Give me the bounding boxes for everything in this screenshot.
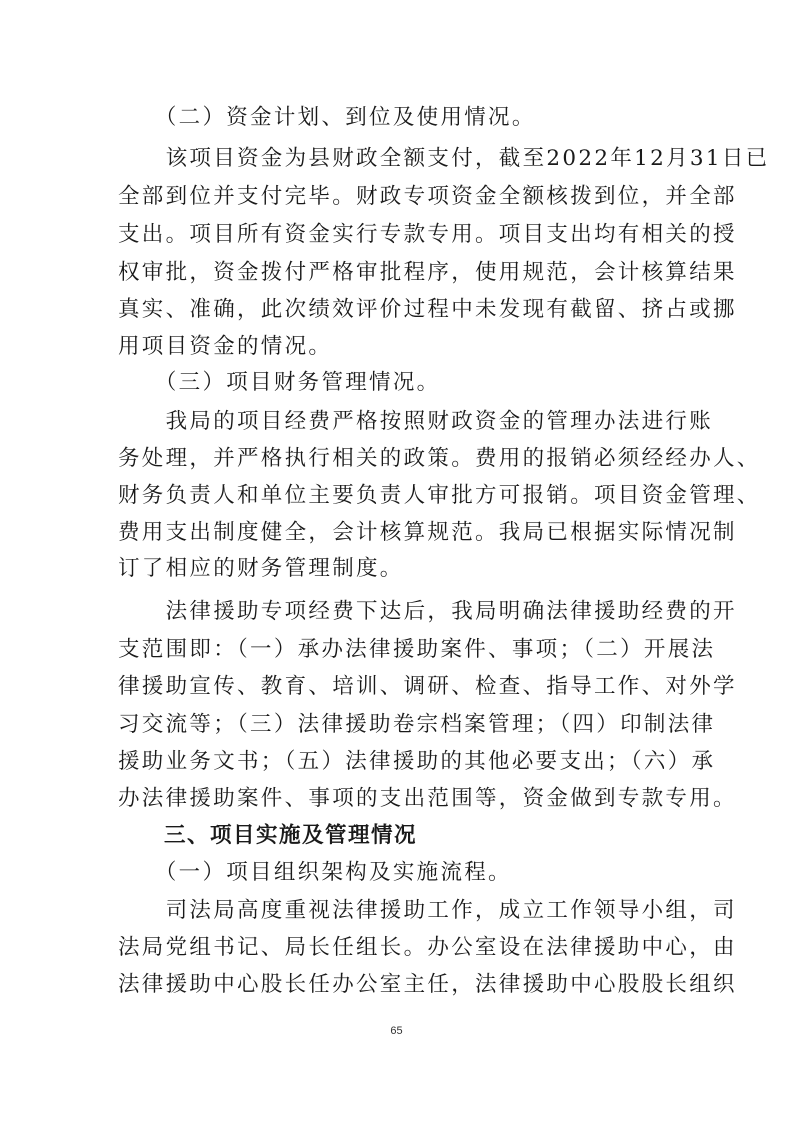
text-line: 支范围即：（一）承办法律援助案件、事项；（二）开展法 — [118, 637, 716, 662]
text-line: 法律援助专项经费下达后，我局明确法律援助经费的开 — [118, 599, 737, 624]
page-number: 65 — [390, 1025, 403, 1037]
text-line: 办法律援助案件、事项的支出范围等，资金做到专款专用。 — [118, 786, 737, 811]
text-line: 用项目资金的情况。 — [118, 334, 333, 359]
text-line: 我局的项目经费严格按照财政资金的管理办法进行账 — [118, 409, 714, 434]
text-line: 订了相应的财务管理制度。 — [118, 556, 404, 581]
text-line: （三）项目财务管理情况。 — [118, 370, 441, 395]
text-line: 援助业务文书；（五）法律援助的其他必要支出；（六）承 — [118, 749, 716, 774]
text-line: （二）资金计划、到位及使用情况。 — [118, 105, 536, 130]
text-line: 该项目资金为县财政全额支付，截至2022年12月31日已 — [118, 146, 770, 171]
text-line: 法律援助中心股长任办公室主任，法律援助中心股股长组织 — [118, 972, 737, 997]
text-line: 全部到位并支付完毕。财政专项资金全额核拨到位，并全部 — [118, 184, 737, 209]
text-line: 律援助宣传、教育、培训、调研、检查、指导工作、对外学 — [118, 674, 737, 699]
text-line: 权审批，资金拨付严格审批程序，使用规范，会计核算结果 — [118, 260, 737, 285]
text-line: 法局党组书记、局长任组长。办公室设在法律援助中心，由 — [118, 935, 737, 960]
text-line: 司法局高度重视法律援助工作，成立工作领导小组，司 — [118, 898, 737, 923]
text-line: 财务负责人和单位主要负责人审批方可报销。项目资金管理、 — [118, 483, 761, 508]
text-line: 费用支出制度健全，会计核算规范。我局已根据实际情况制 — [118, 520, 737, 545]
text-line: （一）项目组织架构及实施流程。 — [118, 860, 512, 885]
text-line: 习交流等；（三）法律援助卷宗档案管理；（四）印制法律 — [118, 712, 716, 737]
text-line: 支出。项目所有资金实行专款专用。项目支出均有相关的授 — [118, 222, 737, 247]
text-line: 真实、准确，此次绩效评价过程中未发现有截留、挤占或挪 — [118, 297, 737, 322]
section-heading: 三、项目实施及管理情况 — [118, 823, 418, 848]
text-line: 务处理，并严格执行相关的政策。费用的报销必须经经办人、 — [118, 446, 761, 471]
